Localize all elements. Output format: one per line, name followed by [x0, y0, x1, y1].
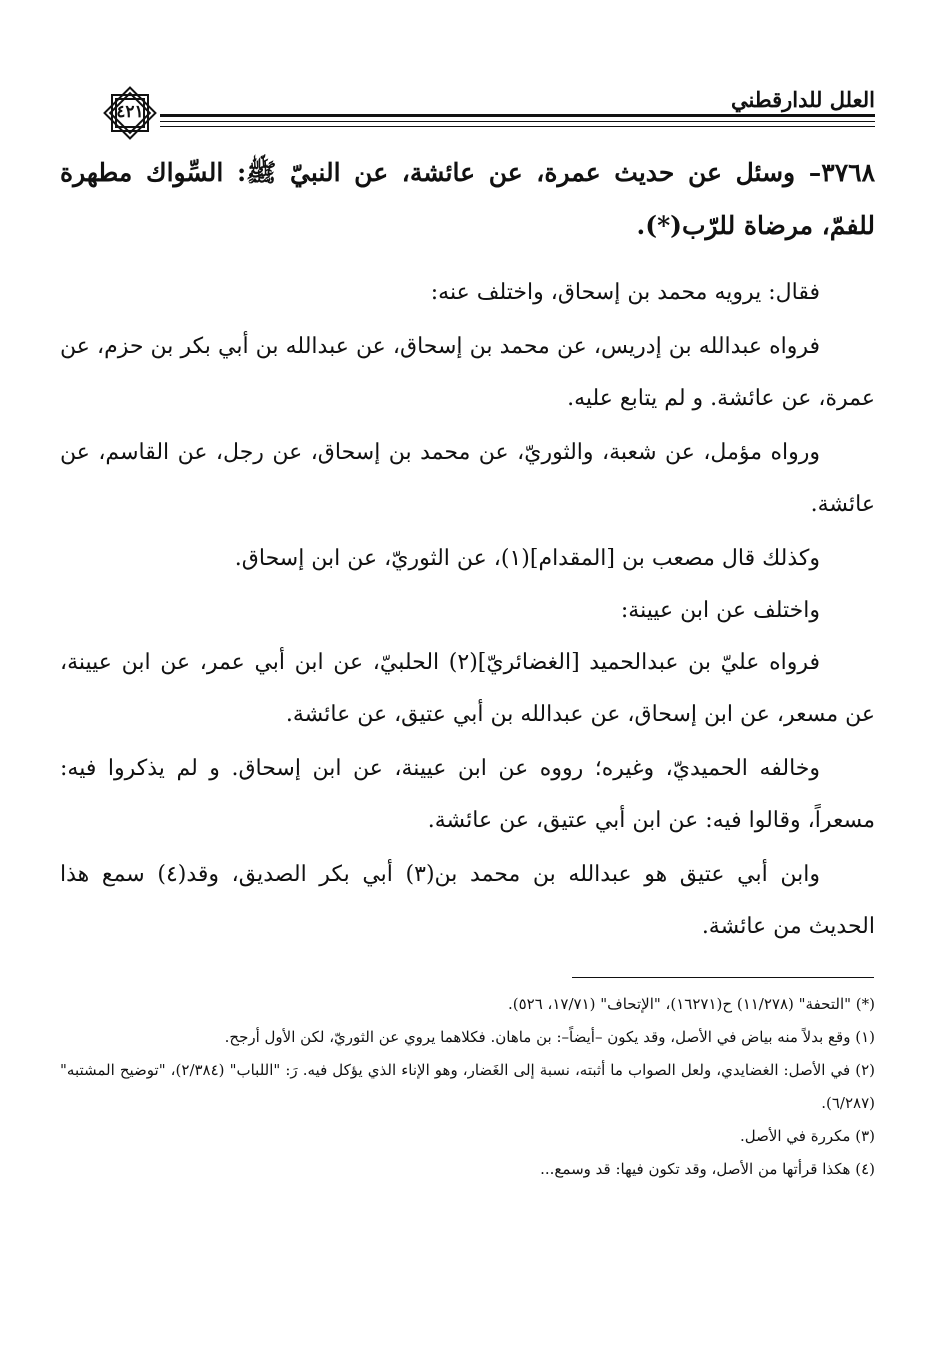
footnote: (٢) في الأصل: الغضايدي، ولعل الصواب ما أثبته، نسبة إلى الغَضار، وهو الإناء الذي يؤكل فيه. رَ: "اللباب" (٢/٣٨٤)، "توضيح المشتبه" (٦/٢٨٧). — [60, 1061, 875, 1112]
running-title: العلل للدارقطني — [731, 87, 875, 112]
paragraph: فرواه عليّ بن عبدالحميد [الغضائريّ](٢) الحلبيّ، عن ابن أبي عمر، عن ابن عيينة، عن مسعر، عن ابن إسحاق، عن عبدالله بن أبي عتيق، عن عائشة. — [60, 650, 875, 727]
paragraph: ورواه مؤمل، عن شعبة، والثوريّ، عن محمد بن إسحاق، عن رجل، عن القاسم، عن عائشة. — [60, 440, 875, 517]
footnotes — [60, 988, 875, 1186]
paragraph: فرواه عبدالله بن إدريس، عن محمد بن إسحاق، عن عبدالله بن أبي بكر بن حزم، عن عمرة، عن عائشة. و لم يتابع عليه. — [60, 334, 875, 411]
footnote: (٣) مكررة في الأصل. — [739, 1127, 875, 1145]
paragraph: فقال: يرويه محمد بن إسحاق، واختلف عنه: — [430, 280, 820, 305]
page-number: ٤٢١ — [116, 102, 144, 122]
header-rule-thin — [160, 121, 875, 122]
paragraph: وخالفه الحميديّ، وغيره؛ رووه عن ابن عيينة، عن ابن إسحاق. و لم يذكروا فيه: مسعراً، وقالوا فيه: عن ابن أبي عتيق، عن عائشة. — [60, 756, 875, 833]
question-heading: ٣٧٦٨– وسئل عن حديث عمرة، عن عائشة، عن النبيّ ﷺ: السِّواك مطهرة للفمّ، مرضاة للرّب(*). — [60, 158, 875, 240]
footnote: (٤) هكذا قرأتها من الأصل، وقد تكون فيها: قد وسمع... — [540, 1160, 875, 1178]
footnote: (١) وقع بدلاً منه بياض في الأصل، وقد يكون –أيضاً–: بن ماهان. فكلاهما يروي عن الثوريّ، لكن الأول أرجح. — [224, 1028, 875, 1046]
footnote: (*) "التحفة" (١١/٢٧٨) ح(١٦٢٧١)، "الإتحاف" (١٧/٧١، ٥٢٦). — [507, 995, 875, 1013]
paragraph: وابن أبي عتيق هو عبدالله بن محمد بن(٣) أبي بكر الصديق، وقد(٤) سمع هذا الحديث من عائشة. — [60, 862, 875, 939]
footnote-separator — [572, 977, 874, 978]
paragraph: واختلف عن ابن عيينة: — [620, 598, 820, 623]
paragraph: وكذلك قال مصعب بن [المقدام](١)، عن الثوريّ، عن ابن إسحاق. — [234, 546, 820, 571]
header-rule-thin-lower — [160, 126, 875, 127]
page-number-badge — [98, 81, 162, 145]
header-rule-thick — [160, 114, 875, 117]
